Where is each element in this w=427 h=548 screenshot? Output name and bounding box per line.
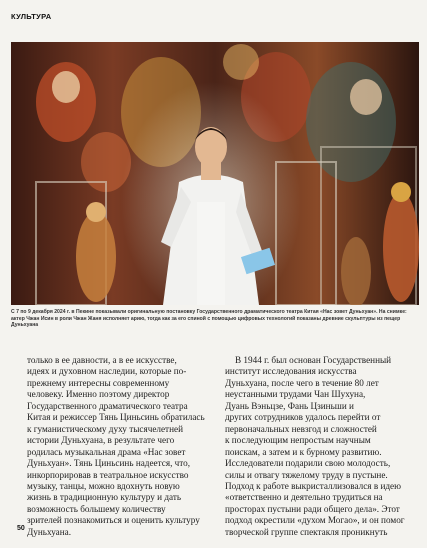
text-line: идеях и духовном наследии, которые по- <box>27 366 187 377</box>
text-line: человеку. Именно поэтому директор <box>27 389 170 400</box>
text-line: Исследователи подарили свою молодость, <box>225 458 391 469</box>
text-line: поискам, а затем и к бурному развитию. <box>225 446 382 457</box>
text-line: прежнему интересны современному <box>27 377 170 388</box>
text-line: истории Дуньхуана, в результате чего <box>27 435 175 446</box>
text-line: жизнь в традиционную культуру и дать <box>27 492 182 503</box>
text-line: Дуньхуана, после чего в течение 80 лет <box>225 377 379 388</box>
text-line: других сотрудников удалось перейти от <box>225 412 381 423</box>
section-label: КУЛЬТУРА <box>11 12 52 21</box>
text-line: неустанными трудами Чан Шухуна, <box>225 389 366 400</box>
text-line: Китая и режиссер Тянь Циньсинь обратилась <box>27 412 205 423</box>
text-line: первоначальных невзгод и сложностей <box>225 423 377 434</box>
text-line: Подход к работе выкристаллизовался в идею <box>225 480 401 491</box>
text-line: к гуманистическому духу тысячелетней <box>27 423 183 434</box>
text-line: родилась музыкальная драма «Нас зовет <box>27 446 186 457</box>
page-number: 50 <box>17 525 25 532</box>
stage-photo <box>11 42 419 305</box>
text-line: Дуань Вэньцзе, Фань Цзиньши и <box>225 400 354 411</box>
text-line: творческой группе спектакля проникнуть <box>225 526 388 537</box>
text-line: к последующим непростым научным <box>225 435 371 446</box>
text-line: «ответственно и деятельно трудиться на <box>225 492 383 503</box>
article-column-right <box>225 355 403 538</box>
text-line: только в ее давности, а в ее искусстве, <box>27 355 177 365</box>
text-line: просторах пустыни ради общего дела». Этот <box>225 503 400 514</box>
text-line: В 1944 г. был основан Государственный <box>235 355 392 365</box>
text-line: инкорпорировав в театральное искусство <box>27 469 189 480</box>
text-line: Государственного драматического театра <box>27 400 188 411</box>
text-line: возможность большему количеству <box>27 503 166 514</box>
photo-caption: С 7 по 9 декабря 2024 г. в Пекине показывали оригинальную постановку Государственного драматического театра Китая «Нас зовет Дуньхуан». На снимке: актер Чжан Исин в роли Чжан Жаня исполняет арию, тогда как за его спиной с помощью цифровых технологий показаны древние скульптуры из пещер Дуньхуана <box>11 309 407 329</box>
stage-photo-illustration <box>11 42 419 305</box>
text-line: Дуньхуан». Тянь Циньсинь надеется, что, <box>27 458 191 469</box>
text-line: силы и отвагу тяжелому труду в пустыне. <box>225 469 388 480</box>
text-line: музыку, танцы, можно вдохнуть новую <box>27 480 180 491</box>
text-line: Дуньхуана. <box>27 526 72 537</box>
text-line: подход окрестили «духом Могао», и он помог <box>225 515 405 526</box>
text-line: институт исследования искусства <box>225 366 357 377</box>
text-line: зрителей познакомиться и оценить культуру <box>27 515 200 526</box>
article-column-left <box>27 355 205 538</box>
